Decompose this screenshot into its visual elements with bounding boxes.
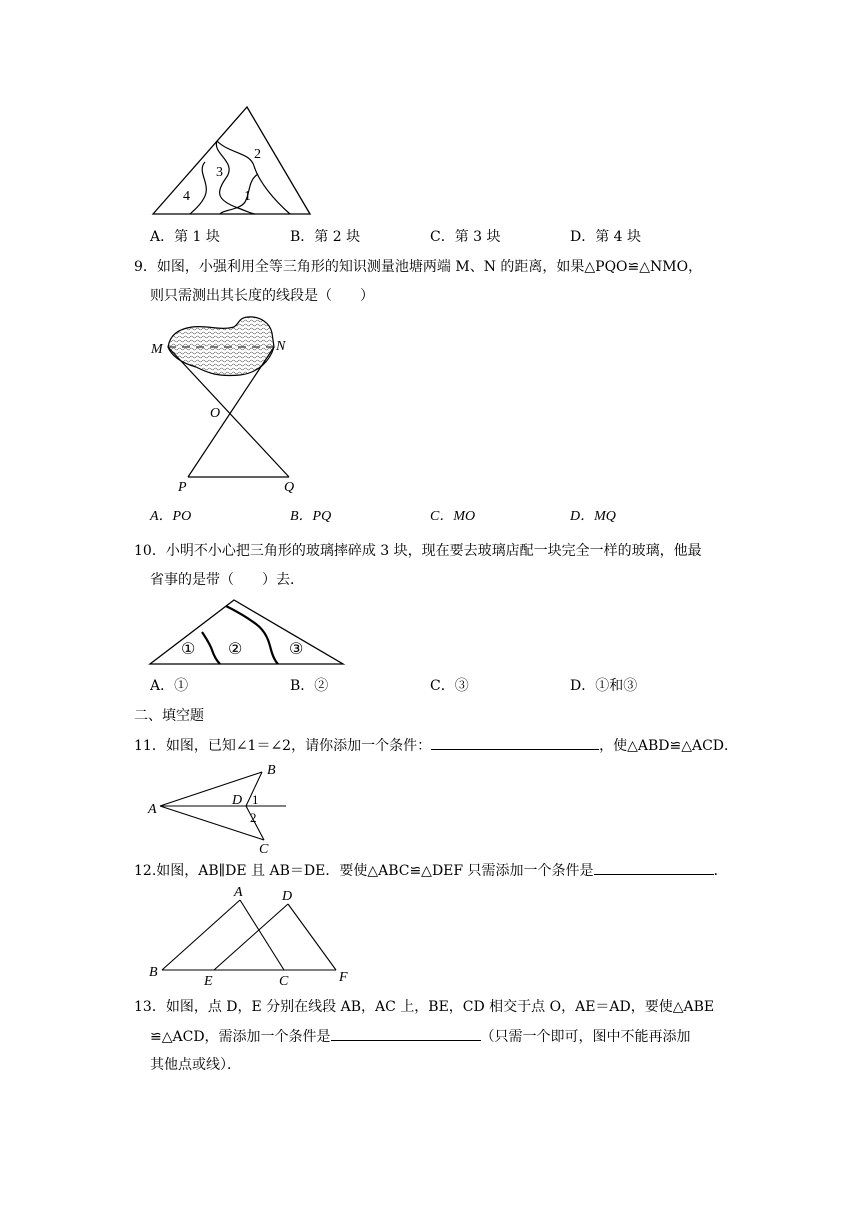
q8-options xyxy=(150,227,710,247)
q8-option-c[interactable]: C．第 3 块 xyxy=(430,229,501,245)
q12-text-before: 12.如图，AB∥DE 且 AB＝DE．要使△ABC≌△DEF 只需添加一个条件是 xyxy=(134,863,594,879)
q13-answer-blank[interactable] xyxy=(331,1026,481,1041)
q11-text xyxy=(134,735,738,756)
q10-figure xyxy=(148,598,346,668)
q8-option-d[interactable]: D．第 4 块 xyxy=(570,229,642,245)
q11-answer-blank[interactable] xyxy=(431,735,599,750)
q12-label-c: C xyxy=(279,974,289,988)
q9-text-line1: 9．如图，小强利用全等三角形的知识测量池塘两端 M、N 的距离，如果△PQO≌△NMO， xyxy=(134,259,703,275)
q9-option-c[interactable]: C．MO xyxy=(430,509,476,524)
q9-label-q: Q xyxy=(284,480,295,495)
q10-options xyxy=(150,676,710,696)
q10-label-3: ③ xyxy=(289,641,304,658)
q8-label-1: 1 xyxy=(244,189,251,204)
q9-option-b[interactable]: B．PQ xyxy=(290,509,332,524)
q11-label-1: 1 xyxy=(252,792,259,807)
q9-options xyxy=(150,506,710,527)
q8-label-4: 4 xyxy=(183,189,190,204)
q8-label-2: 2 xyxy=(254,147,261,162)
q10-option-c[interactable]: C．③ xyxy=(430,678,469,694)
q10-text-line2: 省事的是带（ ）去． xyxy=(150,572,304,588)
q11-label-2: 2 xyxy=(250,810,257,825)
q12-answer-blank[interactable] xyxy=(594,860,714,875)
q10-option-b[interactable]: B．② xyxy=(290,678,329,694)
q11-label-d: D xyxy=(232,793,243,808)
q12-label-e: E xyxy=(204,974,213,988)
q11-label-a: A xyxy=(148,802,157,817)
q10-text-line1: 10．小明不小心把三角形的玻璃摔碎成 3 块，现在要去玻璃店配一块完全一样的玻璃，他最 xyxy=(134,543,702,559)
q10-label-2: ② xyxy=(228,641,243,658)
q12-label-a: A xyxy=(234,885,243,900)
q8-label-3: 3 xyxy=(216,165,223,180)
q12-label-d: D xyxy=(282,889,293,904)
q12-label-b: B xyxy=(149,965,158,980)
q9-text-line2: 则只需测出其长度的线段是（ ） xyxy=(150,288,374,304)
q13-text-line2 xyxy=(150,1026,691,1047)
q11-label-c: C xyxy=(259,842,269,856)
q9-label-n: N xyxy=(276,339,286,354)
q12-text-after: ． xyxy=(713,863,728,879)
q13-text-before: ≌△ACD，需添加一个条件是 xyxy=(150,1029,331,1045)
q13-text-after: （只需一个即可，图中不能再添加 xyxy=(480,1029,691,1045)
q11-label-b: B xyxy=(267,763,276,778)
q9-option-d[interactable]: D．MQ xyxy=(570,509,616,524)
q8-option-b[interactable]: B．第 2 块 xyxy=(290,229,361,245)
q9-label-p: P xyxy=(178,480,187,495)
q9-option-a[interactable]: A．PO xyxy=(150,509,192,524)
q9-figure xyxy=(148,315,308,495)
q13-text-line1: 13．如图，点 D，E 分别在线段 AB，AC 上，BE，CD 相交于点 O，AE＝AD，要使△ABE xyxy=(134,999,715,1015)
q10-option-d[interactable]: D．①和③ xyxy=(570,678,638,694)
q10-option-a[interactable]: A．① xyxy=(150,678,189,694)
q12-text xyxy=(134,860,728,881)
q11-text-before: 11．如图，已知∠1＝∠2，请你添加一个条件： xyxy=(134,738,432,754)
q8-option-a[interactable]: A．第 1 块 xyxy=(150,229,220,245)
q11-figure xyxy=(146,760,296,856)
q12-figure xyxy=(146,884,356,988)
q13-text-line3: 其他点或线）． xyxy=(150,1057,241,1073)
q8-figure xyxy=(150,104,315,218)
section-heading: 二、填空题 xyxy=(134,708,204,724)
q12-label-f: F xyxy=(339,970,348,985)
q9-label-m: M xyxy=(151,342,163,357)
q10-label-1: ① xyxy=(181,641,196,658)
q9-label-o: O xyxy=(210,406,221,421)
q11-text-after: ，使△ABD≌△ACD． xyxy=(599,738,739,754)
